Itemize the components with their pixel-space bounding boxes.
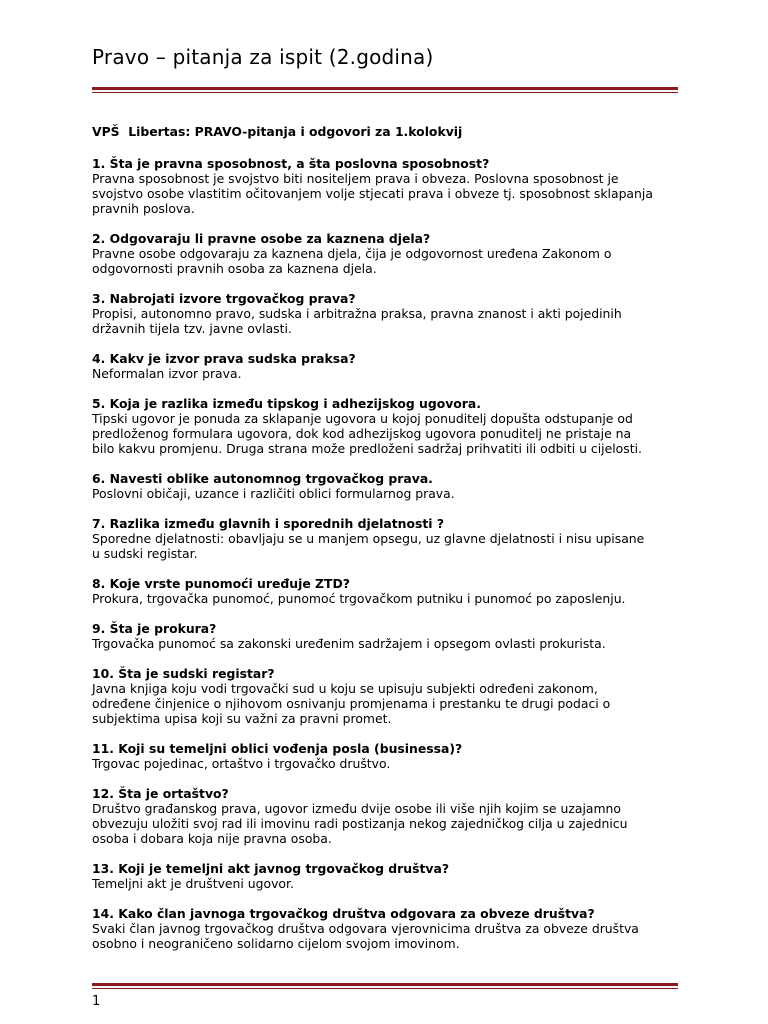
answer-line: Pravna sposobnost je svojstvo biti nositeljem prava i obveza. Poslovna sposobnost je <box>92 171 619 186</box>
question-block <box>92 351 692 381</box>
answer-line: u sudski registar. <box>92 546 198 561</box>
answer-line: Prokura, trgovačka punomoć, punomoć trgovačkom putniku i punomoć po zaposlenju. <box>92 591 626 606</box>
answer-line: Javna knjiga koju vodi trgovački sud u koju se upisuju subjekti određeni zakonom, <box>92 681 598 696</box>
answer-line: Trgovac pojedinac, ortaštvo i trgovačko društvo. <box>92 756 391 771</box>
footer-rule-thin <box>92 988 678 989</box>
document-subtitle: VPŠ Libertas: PRAVO-pitanja i odgovori za 1.kolokvij <box>92 124 463 139</box>
document-body <box>92 124 692 966</box>
answer-line: državnih tijela tzv. javne ovlasti. <box>92 321 292 336</box>
answer-line: Sporedne djelatnosti: obavljaju se u manjem opsegu, uz glavne djelatnosti i nisu upisane <box>92 531 645 546</box>
question-block <box>92 786 692 846</box>
question-text: 11. Koji su temeljni oblici vođenja posla (businessa)? <box>92 741 463 756</box>
question-text: 3. Nabrojati izvore trgovačkog prava? <box>92 291 356 306</box>
question-text: 14. Kako član javnoga trgovačkog društva odgovara za obveze društva? <box>92 906 595 921</box>
question-block <box>92 861 692 891</box>
answer-line: Svaki član javnog trgovačkog društva odgovara vjerovnicima društva za obveze društva <box>92 921 639 936</box>
question-text: 7. Razlika između glavnih i sporednih djelatnosti ? <box>92 516 445 531</box>
question-block <box>92 906 692 951</box>
question-block <box>92 516 692 561</box>
question-text: 1. Šta je pravna sposobnost, a šta poslovna sposobnost? <box>92 156 490 171</box>
answer-line: Pravne osobe odgovaraju za kaznena djela, čija je odgovornost uređena Zakonom o <box>92 246 612 261</box>
question-text: 5. Koja je razlika između tipskog i adhezijskog ugovora. <box>92 396 481 411</box>
answer-line: Poslovni običaji, uzance i različiti oblici formularnog prava. <box>92 486 455 501</box>
answer-line: određene činjenice o njihovom osnivanju promjenama i prestanku te drugi podaci o <box>92 696 611 711</box>
answer-line: predloženog formulara ugovora, dok kod adhezijskog ugovora ponuditelj ne pristaje na <box>92 426 632 441</box>
answer-line: subjektima upisa koji su važni za pravni promet. <box>92 711 392 726</box>
question-block <box>92 621 692 651</box>
answer-line: odgovornosti pravnih osoba za kaznena djela. <box>92 261 377 276</box>
answer-line: Neformalan izvor prava. <box>92 366 242 381</box>
header-rule-thick <box>92 87 678 90</box>
answer-line: obvezuju uložiti svoj rad ili imovinu radi postizanja nekog zajedničkog cilja u zajednicu <box>92 816 628 831</box>
question-block <box>92 471 692 501</box>
question-block <box>92 291 692 336</box>
question-text: 6. Navesti oblike autonomnog trgovačkog prava. <box>92 471 433 486</box>
answer-line: Društvo građanskog prava, ugovor između dvije osobe ili više njih kojim se uzajamno <box>92 801 621 816</box>
question-text: 12. Šta je ortaštvo? <box>92 786 229 801</box>
header-rule-thin <box>92 92 678 93</box>
question-block <box>92 156 692 216</box>
question-block <box>92 396 692 456</box>
question-text: 9. Šta je prokura? <box>92 621 217 636</box>
question-text: 10. Šta je sudski registar? <box>92 666 275 681</box>
question-text: 13. Koji je temeljni akt javnog trgovačkog društva? <box>92 861 450 876</box>
answer-line: Trgovačka punomoć sa zakonski uređenim sadržajem i opsegom ovlasti prokurista. <box>92 636 606 651</box>
question-text: 2. Odgovaraju li pravne osobe za kaznena djela? <box>92 231 431 246</box>
answer-line: osobno i neograničeno solidarno cijelom svojom imovinom. <box>92 936 460 951</box>
answer-line: bilo kakvu promjenu. Druga strana može predloženi sadržaj prihvatiti ili odbiti u cijelosti. <box>92 441 642 456</box>
question-text: 8. Koje vrste punomoći uređuje ZTD? <box>92 576 350 591</box>
answer-line: Tipski ugovor je ponuda za sklapanje ugovora u kojoj ponuditelj dopušta odstupanje od <box>92 411 633 426</box>
question-text: 4. Kakv je izvor prava sudska praksa? <box>92 351 356 366</box>
answer-line: Propisi, autonomno pravo, sudska i arbitražna praksa, pravna znanost i akti pojedinih <box>92 306 622 321</box>
page-number: 1 <box>92 994 101 1009</box>
question-list <box>92 156 692 951</box>
page-title: Pravo – pitanja za ispit (2.godina) <box>92 45 434 69</box>
answer-line: svojstvo osobe vlastitim očitovanjem volje stjecati prava i obveze tj. sposobnost sklapanja <box>92 186 653 201</box>
question-block <box>92 666 692 726</box>
question-block <box>92 576 692 606</box>
answer-line: osoba i dobara koja nije pravna osoba. <box>92 831 332 846</box>
answer-line: Temeljni akt je društveni ugovor. <box>92 876 294 891</box>
question-block <box>92 231 692 276</box>
footer-rule-thick <box>92 983 678 986</box>
answer-line: pravnih poslova. <box>92 201 195 216</box>
question-block <box>92 741 692 771</box>
